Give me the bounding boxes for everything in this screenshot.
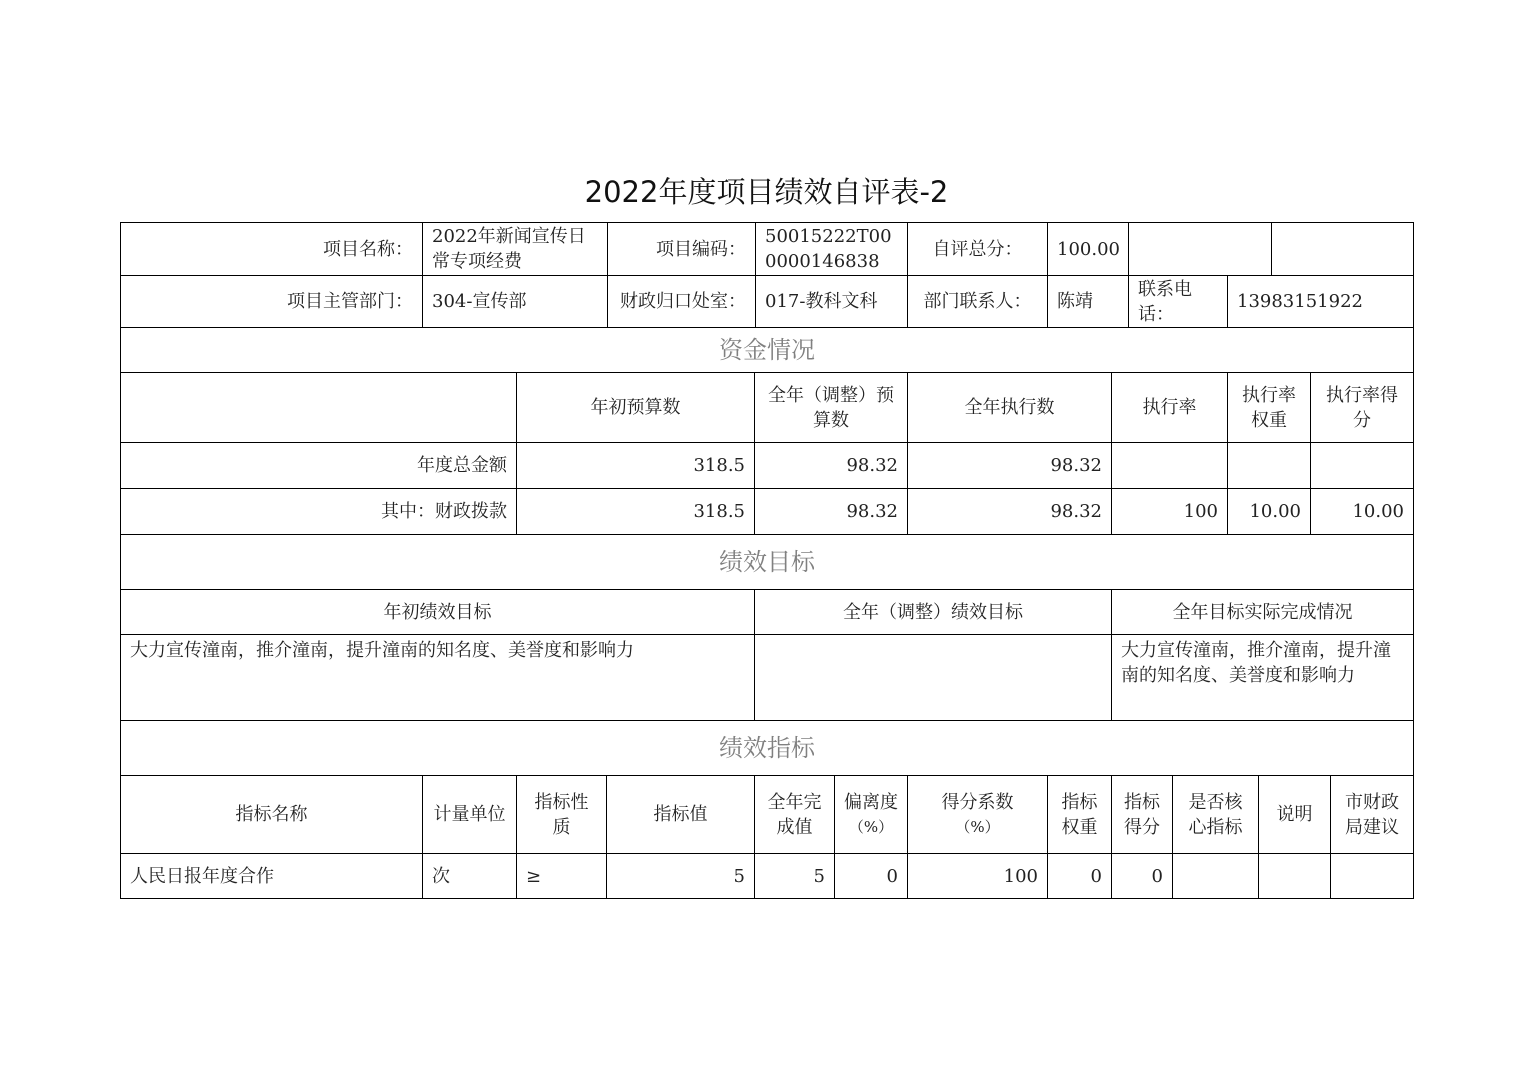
indicator-value: 5 (606, 853, 754, 898)
indicator-completed: 5 (754, 853, 834, 898)
header-indicator-value: 指标值 (606, 775, 754, 853)
header-weight: 指标权重 (1047, 775, 1111, 853)
header-executed: 全年执行数 (907, 372, 1111, 442)
funds-header-blank (120, 372, 516, 442)
header-initial-budget: 年初预算数 (516, 372, 754, 442)
indicator-unit: 次 (422, 853, 516, 898)
self-score-value: 100.00 (1047, 222, 1128, 275)
funds-row-score (1310, 442, 1413, 488)
funds-row-executed: 98.32 (907, 488, 1111, 534)
goals-section-title: 绩效目标 (120, 534, 1413, 589)
funds-row-weight (1227, 442, 1310, 488)
project-code-value: 50015222T000000146838 (755, 222, 907, 275)
adjusted-goal-text (754, 634, 1111, 720)
header-deviation-label: 偏离度 (844, 791, 898, 813)
phone-label: 联系电话： (1128, 275, 1227, 327)
actual-goal-text: 大力宣传潼南，推介潼南，提升潼南的知名度、美誉度和影响力 (1111, 634, 1413, 720)
project-name-value: 2022年新闻宣传日常专项经费 (422, 222, 607, 275)
funds-section-title: 资金情况 (120, 327, 1413, 372)
finance-office-value: 017-教科文科 (755, 275, 907, 327)
finance-office-label: 财政归口处室： (607, 275, 755, 327)
header-adjusted-budget: 全年（调整）预算数 (754, 372, 907, 442)
project-code-label: 项目编码： (607, 222, 755, 275)
header-coef (907, 775, 1047, 853)
indicator-name: 人民日报年度合作 (120, 853, 422, 898)
funds-row-rate: 100 (1111, 488, 1227, 534)
header-completed: 全年完成值 (754, 775, 834, 853)
header-initial-goal: 年初绩效目标 (120, 589, 754, 634)
header-note: 说明 (1258, 775, 1330, 853)
dept-value: 304-宣传部 (422, 275, 607, 327)
header-indicator-name: 指标名称 (120, 775, 422, 853)
empty-cell (1271, 222, 1413, 275)
indicator-note (1258, 853, 1330, 898)
funds-row-weight: 10.00 (1227, 488, 1310, 534)
header-exec-rate-score: 执行率得分 (1310, 372, 1413, 442)
phone-value: 13983151922 (1227, 275, 1413, 327)
header-deviation (834, 775, 907, 853)
indicators-section-title: 绩效指标 (120, 720, 1413, 775)
header-exec-rate: 执行率 (1111, 372, 1227, 442)
dept-label: 项目主管部门： (120, 275, 422, 327)
header-core: 是否核心指标 (1172, 775, 1258, 853)
header-coef-unit: （%） (955, 817, 1000, 836)
header-deviation-unit: （%） (848, 817, 894, 836)
funds-row-rate (1111, 442, 1227, 488)
header-actual-goal: 全年目标实际完成情况 (1111, 589, 1413, 634)
funds-row-label: 年度总金额 (120, 442, 516, 488)
indicator-deviation: 0 (834, 853, 907, 898)
indicator-advice (1330, 853, 1413, 898)
indicator-score: 0 (1111, 853, 1172, 898)
indicator-weight: 0 (1047, 853, 1111, 898)
evaluation-table (120, 222, 1414, 899)
project-name-label: 项目名称： (120, 222, 422, 275)
page-title: 2022年度项目绩效自评表-2 (584, 175, 949, 209)
indicator-nature: ≥ (516, 853, 606, 898)
funds-row-budget: 318.5 (516, 488, 754, 534)
indicator-core (1172, 853, 1258, 898)
header-advice: 市财政局建议 (1330, 775, 1413, 853)
header-exec-rate-weight: 执行率权重 (1227, 372, 1310, 442)
header-coef-label: 得分系数 (941, 791, 1014, 813)
funds-row-executed: 98.32 (907, 442, 1111, 488)
empty-cell (1128, 222, 1271, 275)
indicator-coef: 100 (907, 853, 1047, 898)
contact-label: 部门联系人： (907, 275, 1047, 327)
header-score: 指标得分 (1111, 775, 1172, 853)
funds-row-adjusted: 98.32 (754, 488, 907, 534)
header-unit: 计量单位 (422, 775, 516, 853)
initial-goal-text: 大力宣传潼南，推介潼南，提升潼南的知名度、美誉度和影响力 (120, 634, 754, 720)
funds-row-label: 其中：财政拨款 (120, 488, 516, 534)
header-adjusted-goal: 全年（调整）绩效目标 (754, 589, 1111, 634)
funds-row-budget: 318.5 (516, 442, 754, 488)
contact-value: 陈靖 (1047, 275, 1128, 327)
funds-row-adjusted: 98.32 (754, 442, 907, 488)
self-score-label: 自评总分： (907, 222, 1047, 275)
funds-row-score: 10.00 (1310, 488, 1413, 534)
header-nature: 指标性质 (516, 775, 606, 853)
